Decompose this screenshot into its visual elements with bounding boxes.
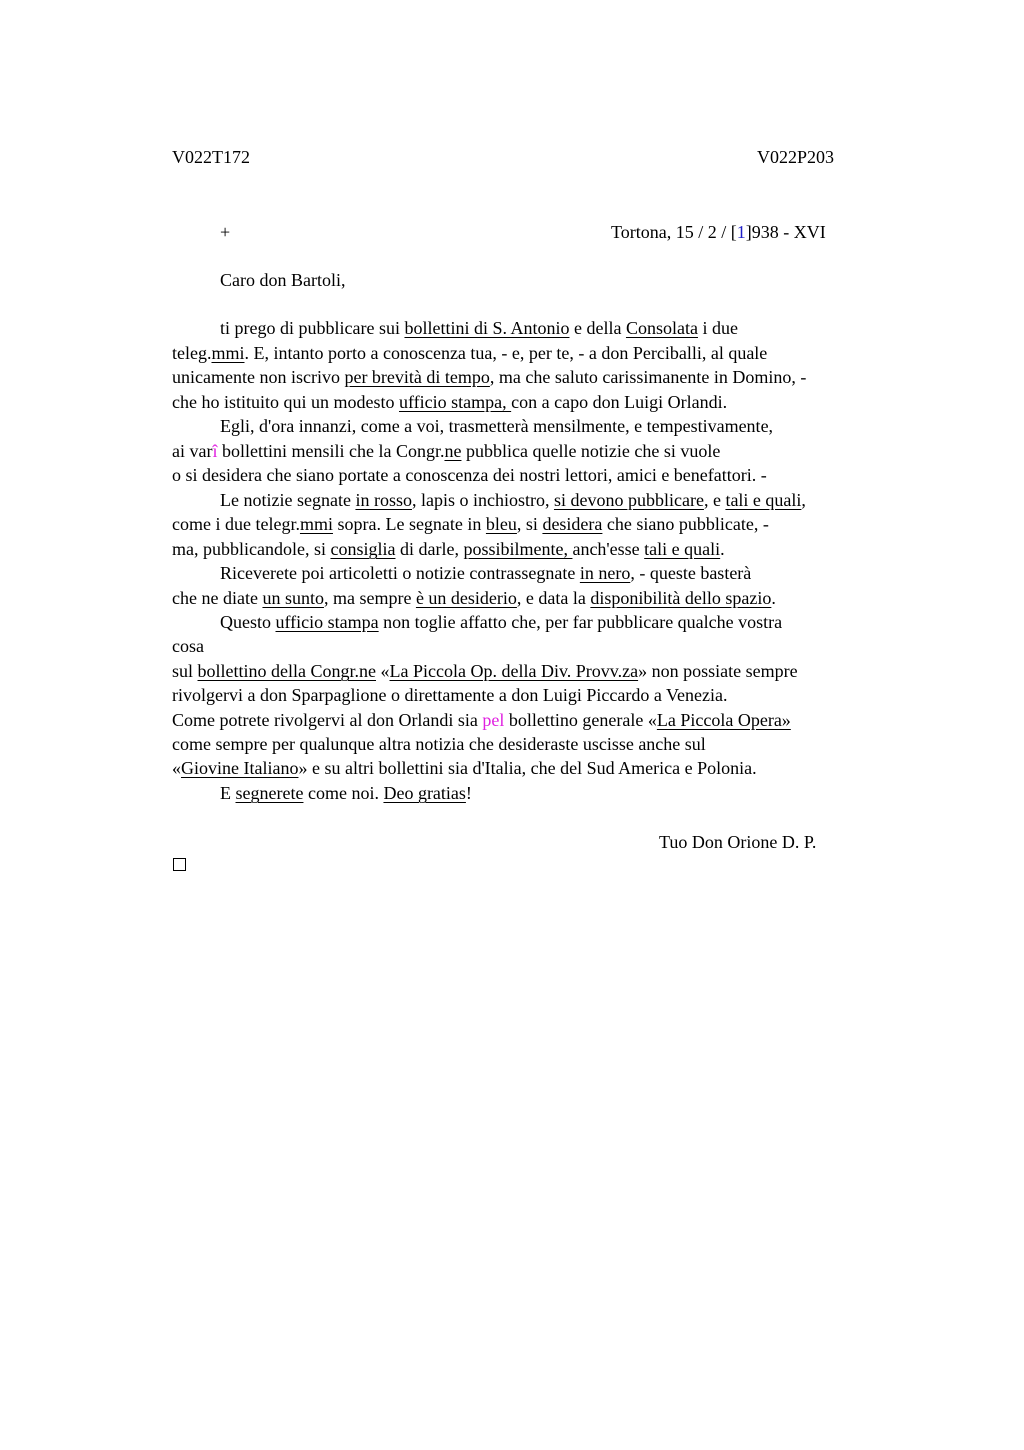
text-segment: unicamente non iscrivo (172, 367, 345, 387)
underlined-text: ne (444, 441, 462, 461)
text-segment: rivolgervi a don Sparpaglione o direttamente a don Luigi Piccardo a Venezia. (172, 685, 728, 705)
body-line (172, 367, 806, 388)
underlined-text: mmi (299, 514, 333, 534)
text-segment: ! (465, 783, 472, 803)
text-segment: come noi. (303, 783, 384, 803)
date-editorial-digit: 1 (736, 222, 746, 242)
text-segment: ma, pubblicandole, si (172, 539, 331, 559)
body-line (172, 636, 204, 657)
text-segment: cosa (172, 636, 204, 656)
cross-symbol: + (220, 222, 231, 242)
document-code-right: V022P203 (757, 147, 835, 167)
text-segment: , - queste basterà (630, 563, 752, 583)
text-segment: E (220, 783, 236, 803)
underlined-text: Deo gratias (383, 783, 466, 803)
body-line (172, 710, 791, 731)
underlined-text: Giovine Italiano (181, 758, 299, 778)
underlined-text: consiglia (330, 539, 396, 559)
text-segment: ti prego di pubblicare sui (220, 318, 405, 338)
text-segment: non toglie affatto che, per far pubblicare qualche vostra (378, 612, 783, 632)
underlined-text: bleu (485, 514, 517, 534)
text-segment: che siano pubblicate, - (602, 514, 769, 534)
date-suffix: ]938 - XVI (745, 222, 826, 242)
text-segment: Egli, d'ora innanzi, come a voi, trasmetterà mensilmente, e tempestivamente, (220, 416, 774, 436)
text-segment: ai var (172, 441, 213, 461)
underlined-text: in nero (579, 563, 631, 583)
text-segment: « (376, 661, 390, 681)
underlined-text: mmi (211, 343, 245, 363)
body-line (220, 563, 751, 584)
text-segment: Come potrete rivolgervi al don Orlandi sia (172, 710, 483, 730)
text-segment: i due (697, 318, 738, 338)
underlined-text: tali e quali (725, 490, 802, 510)
text-segment: . E, intanto porto a conoscenza tua, - e, per te, - a don Perciballi, al quale (244, 343, 768, 363)
text-segment: anch'esse (572, 539, 645, 559)
text-segment: che ne diate (172, 588, 263, 608)
text-segment: sul (172, 661, 198, 681)
body-line (172, 392, 727, 413)
text-segment: di darle, (395, 539, 464, 559)
text-segment: o si desidera che siano portate a conoscenza dei nostri lettori, amici e benefattori. - (172, 465, 767, 485)
body-line (172, 441, 720, 462)
text-segment: teleg. (172, 343, 212, 363)
underlined-text: si devono pubblicare (553, 490, 704, 510)
underlined-text: bollettini di S. Antonio (404, 318, 570, 338)
underlined-text: è un desiderio (415, 588, 517, 608)
body-line (220, 318, 738, 339)
underlined-text: Consolata (625, 318, 698, 338)
text-segment: , e data la (516, 588, 591, 608)
body-line (172, 465, 767, 486)
underlined-text: disponibilità dello spazio (590, 588, 772, 608)
letter-date (611, 222, 826, 243)
underlined-text: La Piccola Opera» (656, 710, 791, 730)
body-line (172, 539, 725, 560)
text-segment: . (771, 588, 776, 608)
text-segment: « (172, 758, 181, 778)
underlined-text: tali e quali (644, 539, 721, 559)
text-segment: , ma sempre (323, 588, 416, 608)
text-segment: î (212, 441, 218, 461)
text-segment: . (720, 539, 725, 559)
underlined-text: bollettino della Congr.ne (197, 661, 376, 681)
body-line (172, 734, 706, 755)
underlined-text: ufficio stampa, (399, 392, 512, 412)
underlined-text: possibilmente, (463, 539, 573, 559)
text-segment: pubblica quelle notizie che si vuole (461, 441, 721, 461)
underlined-text: La Piccola Op. della Div. Provv.za (389, 661, 639, 681)
text-segment: , ma che saluto carissimanente in Domino, - (489, 367, 807, 387)
salutation: Caro don Bartoli, (220, 270, 346, 290)
text-segment: » non possiate sempre (638, 661, 798, 681)
text-segment: Riceverete poi articoletti o notizie contrassegnate (220, 563, 580, 583)
text-segment: , (801, 490, 806, 510)
underlined-text: segnerete (235, 783, 304, 803)
body-line (172, 514, 769, 535)
end-box-icon (173, 858, 186, 871)
underlined-text: ufficio stampa (275, 612, 379, 632)
text-segment: come i due telegr. (172, 514, 300, 534)
text-segment: pel (482, 710, 505, 730)
text-segment: , e (703, 490, 726, 510)
text-segment: che ho istituito qui un modesto (172, 392, 399, 412)
underlined-text: in rosso (355, 490, 412, 510)
text-segment: sopra. Le segnate in (332, 514, 486, 534)
document-code-left: V022T172 (172, 147, 250, 167)
body-line (172, 343, 767, 364)
text-segment: con a capo don Luigi Orlandi. (511, 392, 728, 412)
underlined-text: per brevità di tempo (344, 367, 490, 387)
text-segment: bollettino generale « (504, 710, 657, 730)
body-line (172, 588, 776, 609)
body-line (172, 758, 757, 779)
text-segment: Questo (220, 612, 276, 632)
underlined-text: desidera (542, 514, 603, 534)
text-segment: bollettini mensili che la Congr. (217, 441, 445, 461)
signature: Tuo Don Orione D. P. (659, 832, 817, 852)
text-segment: , si (516, 514, 543, 534)
text-segment: » e su altri bollettini sia d'Italia, che del Sud America e Polonia. (298, 758, 757, 778)
body-line (220, 612, 782, 633)
text-segment: , lapis o inchiostro, (411, 490, 554, 510)
body-line (220, 490, 806, 511)
text-segment: e della (569, 318, 626, 338)
body-line (172, 685, 728, 706)
text-segment: Le notizie segnate (220, 490, 356, 510)
body-line (172, 661, 798, 682)
text-segment: come sempre per qualunque altra notizia che desideraste uscisse anche sul (172, 734, 706, 754)
date-prefix: Tortona, 15 / 2 / [ (611, 222, 737, 242)
body-line (220, 783, 472, 804)
underlined-text: un sunto (262, 588, 324, 608)
body-line (220, 416, 773, 437)
